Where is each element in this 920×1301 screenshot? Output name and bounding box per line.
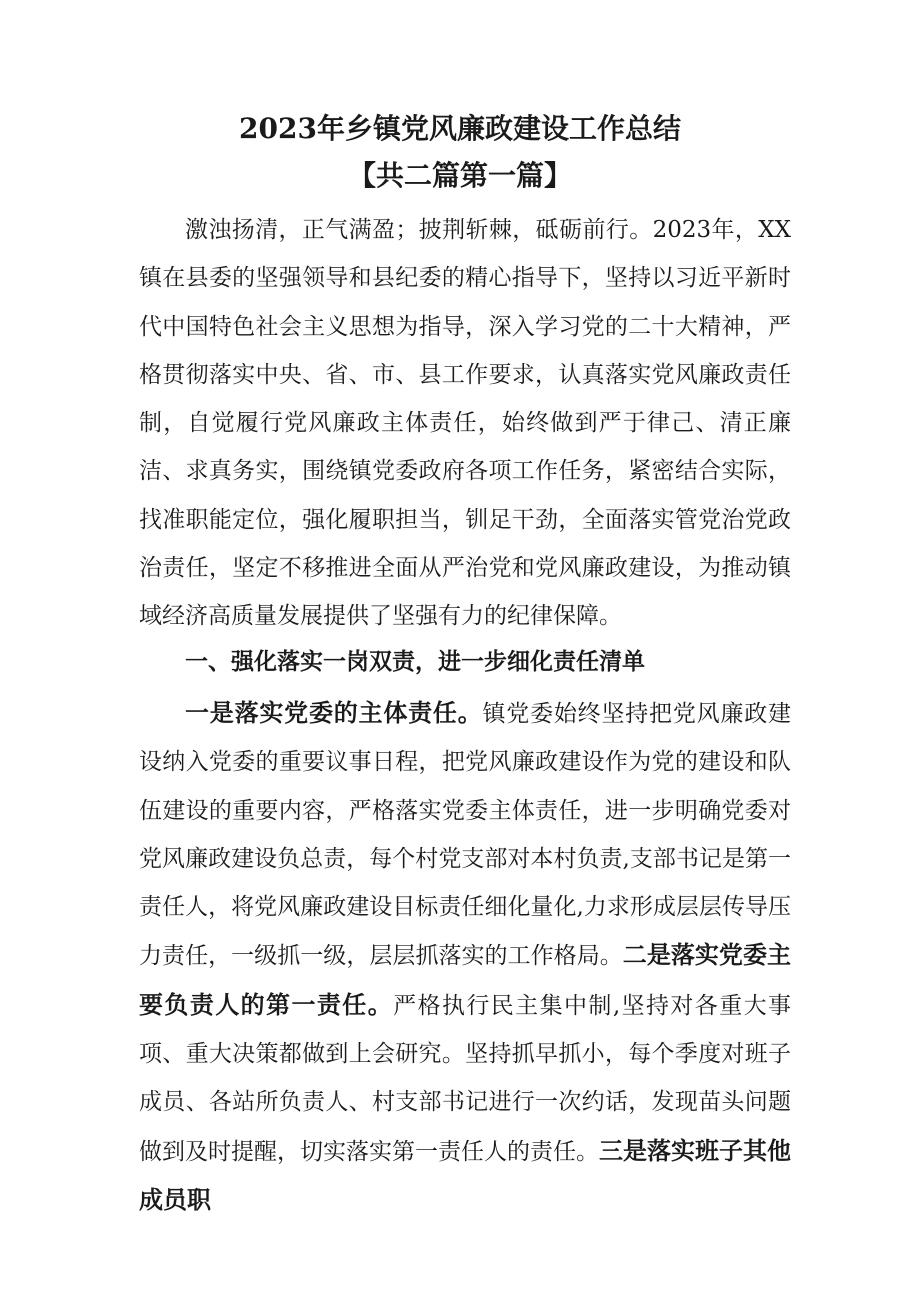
body-text-1: 镇党委始终坚持把党风廉政建设纳入党委的重要议事日程，把党风廉政建设作为党的建设和队伍建设的重要内容，严格落实党委主体责任，进一步明确党委对党风廉政建设负总责，每个村党支部对本村负责,支部书记是第一责任人，将党风廉政建设目标责任细化量化,力求形成层层传导压力责任，一级抓一级，层层抓落实的工作格局。: [139, 701, 792, 970]
section-heading: 一、强化落实一岗双责，进一步细化责任清单: [185, 648, 645, 675]
lead-text-3: 三是落实班子其他成员职: [139, 1135, 791, 1214]
body-text-2: 严格执行民主集中制,坚持对各重大事项、重大决策都做到上会研究。坚持抓早抓小，每个季度对班子成员、各站所负责人、村支部书记进行一次约话，发现苗头问题做到及时提醒，切实落实第一责任人的责任。: [139, 992, 792, 1165]
intro-paragraph: 激浊扬清，正气满盈；披荆斩棘，砥砺前行。2023年，XX镇在县委的坚强领导和县纪委的精心指导下，坚持以习近平新时代中国特色社会主义思想为指导，深入学习党的二十大精神，严格贯彻落实中央、省、市、县工作要求，认真落实党风廉政责任制，自觉履行党风廉政主体责任，始终做到严于律己、清正廉洁、求真务实，围绕镇党委政府各项工作任务，紧密结合实际，找准职能定位，强化履职担当，钏足干劲，全面落实管党治党政治责任，坚定不移推进全面从严治党和党风廉政建设，为推动镇域经济高质量发展提供了坚强有力的纪律保障。: [139, 217, 791, 630]
section-body-paragraph: [139, 689, 791, 1225]
lead-text-1: 一是落实党委的主体责任。: [185, 698, 483, 727]
lead-text-2: 二是落实党委主要负责人的第一责任。: [139, 940, 792, 1019]
document-subtitle: 【共二篇第一篇】: [347, 159, 572, 192]
document-title: 2023年乡镇党风廉政建设工作总结: [239, 112, 681, 145]
